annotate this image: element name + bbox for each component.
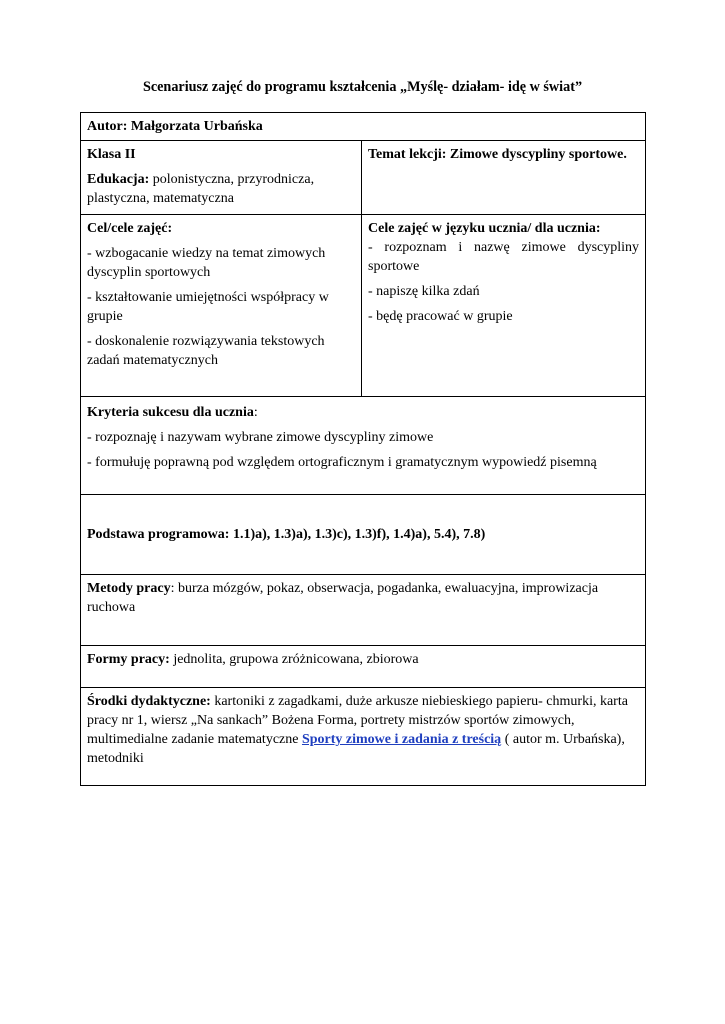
class-topic-row	[81, 141, 646, 215]
methods-paragraph	[87, 579, 639, 617]
materials-text: kartoniki z zagadkami, duże arkusze niebieskiego papieru- chmurki, karta pracy nr 1, wiersz „Na sankach” Bożena Forma, portrety mistrzów sportów zimowych, multimedialne zadanie matematyczne	[87, 694, 628, 747]
goals-row	[81, 215, 646, 397]
criteria-heading-line	[87, 403, 639, 422]
author-row	[81, 113, 646, 141]
forms-cell	[81, 646, 646, 688]
forms-row	[81, 646, 646, 688]
goal-item: - doskonalenie rozwiązywania tekstowych zadań matematycznych	[87, 334, 325, 368]
document-title: Scenariusz zajęć do programu kształcenia „Myślę- działam- idę w świat”	[142, 79, 583, 95]
class-cell	[81, 141, 362, 215]
forms-value: jednolita, grupowa zróżnicowana, zbiorowa	[169, 652, 419, 667]
criteria-row	[81, 397, 646, 495]
methods-row	[81, 575, 646, 646]
curriculum-row	[81, 495, 646, 575]
materials-paragraph	[87, 692, 639, 768]
goals-heading: Cel/cele zajęć:	[87, 221, 173, 236]
criteria-colon: :	[253, 405, 258, 420]
student-goal-item: - rozpoznam i nazwę zimowe dyscypliny sportowe	[368, 240, 640, 274]
student-goals-heading: Cele zajęć w języku ucznia/ dla ucznia:	[368, 221, 601, 236]
curriculum-text: Podstawa programowa: 1.1)a), 1.3)a), 1.3)c), 1.3)f), 1.4)a), 5.4), 7.8)	[87, 527, 486, 542]
scenario-table	[80, 112, 646, 786]
author-text: Autor: Małgorzata Urbańska	[87, 119, 263, 134]
methods-cell	[81, 575, 646, 646]
criteria-heading: Kryteria sukcesu dla ucznia	[87, 405, 254, 420]
methods-label: Metody pracy	[87, 581, 171, 596]
education-value: polonistyczna, przyrodnicza, plastyczna, matematyczna	[87, 172, 315, 206]
goal-item: - kształtowanie umiejętności współpracy w grupie	[87, 290, 329, 324]
topic-cell	[362, 141, 646, 215]
criteria-item: - rozpoznaję i nazywam wybrane zimowe dyscypliny zimowe	[87, 430, 434, 445]
education-label: Edukacja:	[87, 172, 150, 187]
materials-label: Środki dydaktyczne:	[87, 694, 211, 709]
criteria-item: - formułuję poprawną pod względem ortograficznym i gramatycznym wypowiedź pisemną	[87, 455, 597, 470]
forms-label: Formy pracy:	[87, 652, 170, 667]
student-goal-item: - napiszę kilka zdań	[368, 284, 480, 299]
materials-row	[81, 688, 646, 786]
criteria-cell	[81, 397, 646, 495]
materials-cell	[81, 688, 646, 786]
materials-text-end: ( autor m. Urbańska), metodniki	[87, 732, 625, 766]
curriculum-cell	[81, 495, 646, 575]
author-cell	[81, 113, 646, 141]
materials-link[interactable]: Sporty zimowe i zadania z treścią	[301, 732, 502, 747]
methods-value: : burza mózgów, pokaz, obserwacja, pogadanka, ewaluacyjna, improwizacja ruchowa	[87, 581, 599, 615]
lesson-topic: Temat lekcji: Zimowe dyscypliny sportowe.	[368, 147, 627, 162]
student-goal-item: - będę pracować w grupie	[368, 309, 513, 324]
goals-cell	[81, 215, 362, 397]
student-goals-cell	[362, 215, 646, 397]
education-paragraph	[87, 170, 355, 208]
class-label: Klasa II	[87, 147, 136, 162]
forms-paragraph	[87, 650, 639, 669]
goal-item: - wzbogacanie wiedzy na temat zimowych dyscyplin sportowych	[87, 246, 326, 280]
